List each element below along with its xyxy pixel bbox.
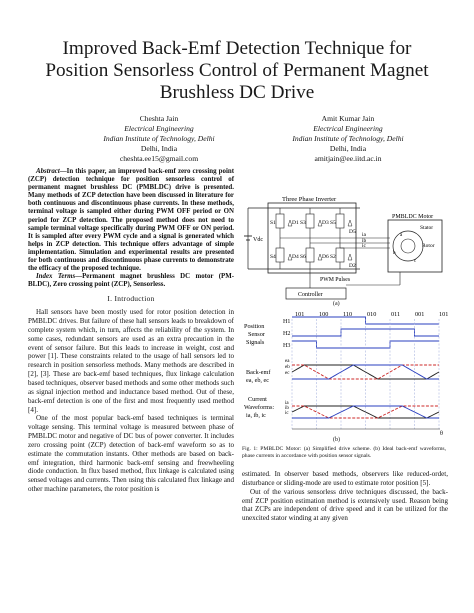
switch-s5 xyxy=(336,214,344,228)
index-terms xyxy=(28,273,234,289)
hall-group-label-3: Signals xyxy=(246,339,265,346)
diode-label-d5: D5 xyxy=(349,229,356,235)
switch-label-s2: S2 xyxy=(330,254,336,260)
diode-label-d1: D1 xyxy=(292,220,299,226)
trace-label-ia: ia xyxy=(285,401,289,406)
title-line-1: Improved Back-Emf Detection Technique for xyxy=(62,38,412,59)
emf-group-label-1: Back-emf xyxy=(246,369,271,376)
trace-label-ic: ic xyxy=(285,411,289,416)
hall-group-label-2: Sensor xyxy=(248,331,265,338)
switch-label-s3: S3 xyxy=(300,220,306,226)
trace-label-ib: ib xyxy=(285,406,289,411)
abstract-text: —In this paper, an improved back-emf zero crossing point (ZCP) detection technique for position sensorless control of permanent magnet brushless DC (PMBLDC) drive is presented. Many methods of ZCP detection have been discussed in literature for both continuous and discontinuous phase currents. In these methods, terminal voltage is sampled either during PWM OFF period or ON period for ZCP detection. The proposed method does not need to sample terminal voltage specifically during PWM OFF or ON period. It is sampled after every PWM cycle and a signal is generated which helps in ZCP detection. This technique offers advantage of simple implementation. Simulation and experimental results are presented for both continuous and discontinuous phase currents to demonstrate the efficacy of the proposed technique. xyxy=(28,168,234,273)
index-terms-text: —Permanent magnet brushless DC motor (PM-BLDC), Zero crossing point (ZCP), Sensorless. xyxy=(28,273,234,289)
sector-code-label: 100 xyxy=(319,311,329,318)
author-2-email: amitjain@ee.iitd.ac.in xyxy=(314,154,382,163)
inverter-leg-1 xyxy=(270,208,299,269)
sector-code-label: 011 xyxy=(391,311,401,318)
emf-group-label-2: ea, eb, ec xyxy=(246,377,270,384)
current-label-ia: ia xyxy=(362,232,366,238)
right-paragraph-1: estimated. In observer based methods, observers like reduced-ordet, disturbance or sliding-mode are used to estimate rotor position [5]. xyxy=(242,470,448,487)
vdc-label: Vdc xyxy=(253,237,263,243)
current-group-label-1: Current xyxy=(248,396,267,403)
switch-label-s1: S1 xyxy=(270,220,276,226)
author-1-email: cheshta.ee15@gmail.com xyxy=(119,154,199,163)
rotor-label: Rotor xyxy=(422,243,435,249)
right-column xyxy=(242,470,448,523)
figure-b-waveforms xyxy=(242,308,448,436)
stator-label: Stator xyxy=(420,225,434,231)
theta-axis-label: θ xyxy=(440,431,443,436)
sector-gridlines xyxy=(292,319,439,429)
author-2-inst: Indian Institute of Technology, Delhi xyxy=(292,134,404,143)
section-heading: I. Introduction xyxy=(107,294,155,304)
left-column xyxy=(28,168,234,494)
current-group-label-3: ia, ib, ic xyxy=(246,412,266,419)
trace-label-ec: ec xyxy=(285,371,290,376)
switch-s6 xyxy=(306,248,314,262)
phase-label-a: a xyxy=(400,233,403,238)
controller-label: Controller xyxy=(298,292,323,298)
switch-s2 xyxy=(336,248,344,262)
index-terms-label: Index Terms xyxy=(36,273,76,281)
paper-title xyxy=(30,38,444,104)
current-group-label-2: Waveforms: xyxy=(244,404,275,411)
title-line-3: Brushless DC Drive xyxy=(159,82,315,103)
switch-s3 xyxy=(306,214,314,228)
phase-label-c: c xyxy=(414,259,417,264)
switch-s1 xyxy=(276,214,284,228)
switch-label-s4: S4 xyxy=(270,254,276,260)
diode-label-d4: D4 xyxy=(292,254,299,260)
sector-code-label: 110 xyxy=(343,311,353,318)
hall-traces xyxy=(283,317,439,349)
title-line-2: Position Sensorless Control of Permanent Magnet xyxy=(45,60,429,81)
author-2-dept: Electrical Engineering xyxy=(313,124,383,133)
sector-code-label: 101 xyxy=(439,311,448,318)
hall-label-h3: H3 xyxy=(283,343,291,349)
diode-d2-icon xyxy=(348,254,352,260)
left-paragraph-2: One of the most popular back-emf based techniques is terminal voltage sensing. This terminal voltage is measured between phase of PMBLDC motor and negative of DC bus of power converter. It includes zero crossing point (ZCP) detection of back-emf waveform so as to estimate the commutation instants. Other methods are based on back-emf integration, third harmonic back-emf sensing and freewheeling diode conduction. In flux based method, flux linkage is calculated using sensed voltages and currents. Then using this calculated flux linkage and other machine parameters, the rotor position is xyxy=(28,414,234,494)
phase-label-b: b xyxy=(393,251,396,256)
figure-a-drive-scheme xyxy=(240,192,446,300)
author-1-dept: Electrical Engineering xyxy=(124,124,194,133)
author-1-inst: Indian Institute of Technology, Delhi xyxy=(103,134,215,143)
stator-circle xyxy=(393,231,423,261)
inverter-label: Three Phase Inverter xyxy=(282,196,337,203)
figure-caption: Fig. 1: PMBLDC Motor: (a) Simplified drive scheme. (b) Ideal back-emf waveforms, phase currents in accordance with position sensor signals. xyxy=(242,446,446,459)
sector-code-label: 001 xyxy=(415,311,425,318)
author-2-block xyxy=(253,114,443,164)
subfigure-b-label: (b) xyxy=(333,437,340,443)
diode-label-d2: D2 xyxy=(349,263,356,269)
author-2-city: Delhi, India xyxy=(329,144,367,153)
inverter-leg-3 xyxy=(330,208,356,269)
trace-label-eb: eb xyxy=(285,365,290,370)
author-2-name: Amit Kumar Jain xyxy=(321,114,375,123)
abstract xyxy=(28,168,234,273)
sector-code-label: 010 xyxy=(367,311,377,318)
diode-label-d6: D6 xyxy=(322,254,329,260)
pwm-label: PWM Pulses xyxy=(320,277,351,283)
abstract-label: Abstract xyxy=(36,168,60,175)
right-paragraph-2: Out of the various sensorless drive techniques discussed, the back-emf ZCP position estimation method is extensively used. Reason being that ZCPs are independent of drive speed and it can be utilized for the unexcited stator winding at any given xyxy=(242,487,448,523)
diode-label-d3: D3 xyxy=(322,220,329,226)
author-1-block xyxy=(64,114,254,164)
author-1-name: Cheshta Jain xyxy=(139,114,179,123)
diode-d5-icon xyxy=(348,220,352,226)
rotor-circle xyxy=(401,239,415,253)
emf-traces xyxy=(285,359,439,418)
sector-code-label: 101 xyxy=(295,311,305,318)
current-label-ib: ib xyxy=(362,238,367,244)
motor-label: PMBLDC Motor xyxy=(392,214,434,220)
switch-s4 xyxy=(276,248,284,262)
hall-label-h2: H2 xyxy=(283,331,291,337)
inverter-leg-2 xyxy=(300,208,329,269)
trace-label-ea: ea xyxy=(285,359,290,364)
hall-group-label-1: Position xyxy=(244,323,265,330)
subfigure-a-label: (a) xyxy=(333,301,340,307)
switch-label-s5: S5 xyxy=(330,220,336,226)
hall-label-h1: H1 xyxy=(283,319,291,325)
left-paragraph-1: Hall sensors have been mostly used for rotor position detection in PMBLDC drives. But failure of these hall sensors leads to breakdown of complete system which, in turn, affects the reliability of the system. In some cases, redundant sensors are used as an extra precaution in the event of sensor failure. But this leads to increase in weight, cost and power [1]. These constraints related to the usage of hall sensors led to research in position sensorless methods. Many methods are described in [2], [3]. These are back-emf based techniques, flux linkage calculation based techniques, observer based methods and some other methods such as signal injection method and inductance based method. Out of these, back-emf detection is one of the first and most frequently used method [4]. xyxy=(28,308,234,414)
current-label-ic: ic xyxy=(362,243,366,249)
author-1-city: Delhi, India xyxy=(140,144,178,153)
switch-label-s6: S6 xyxy=(300,254,306,260)
